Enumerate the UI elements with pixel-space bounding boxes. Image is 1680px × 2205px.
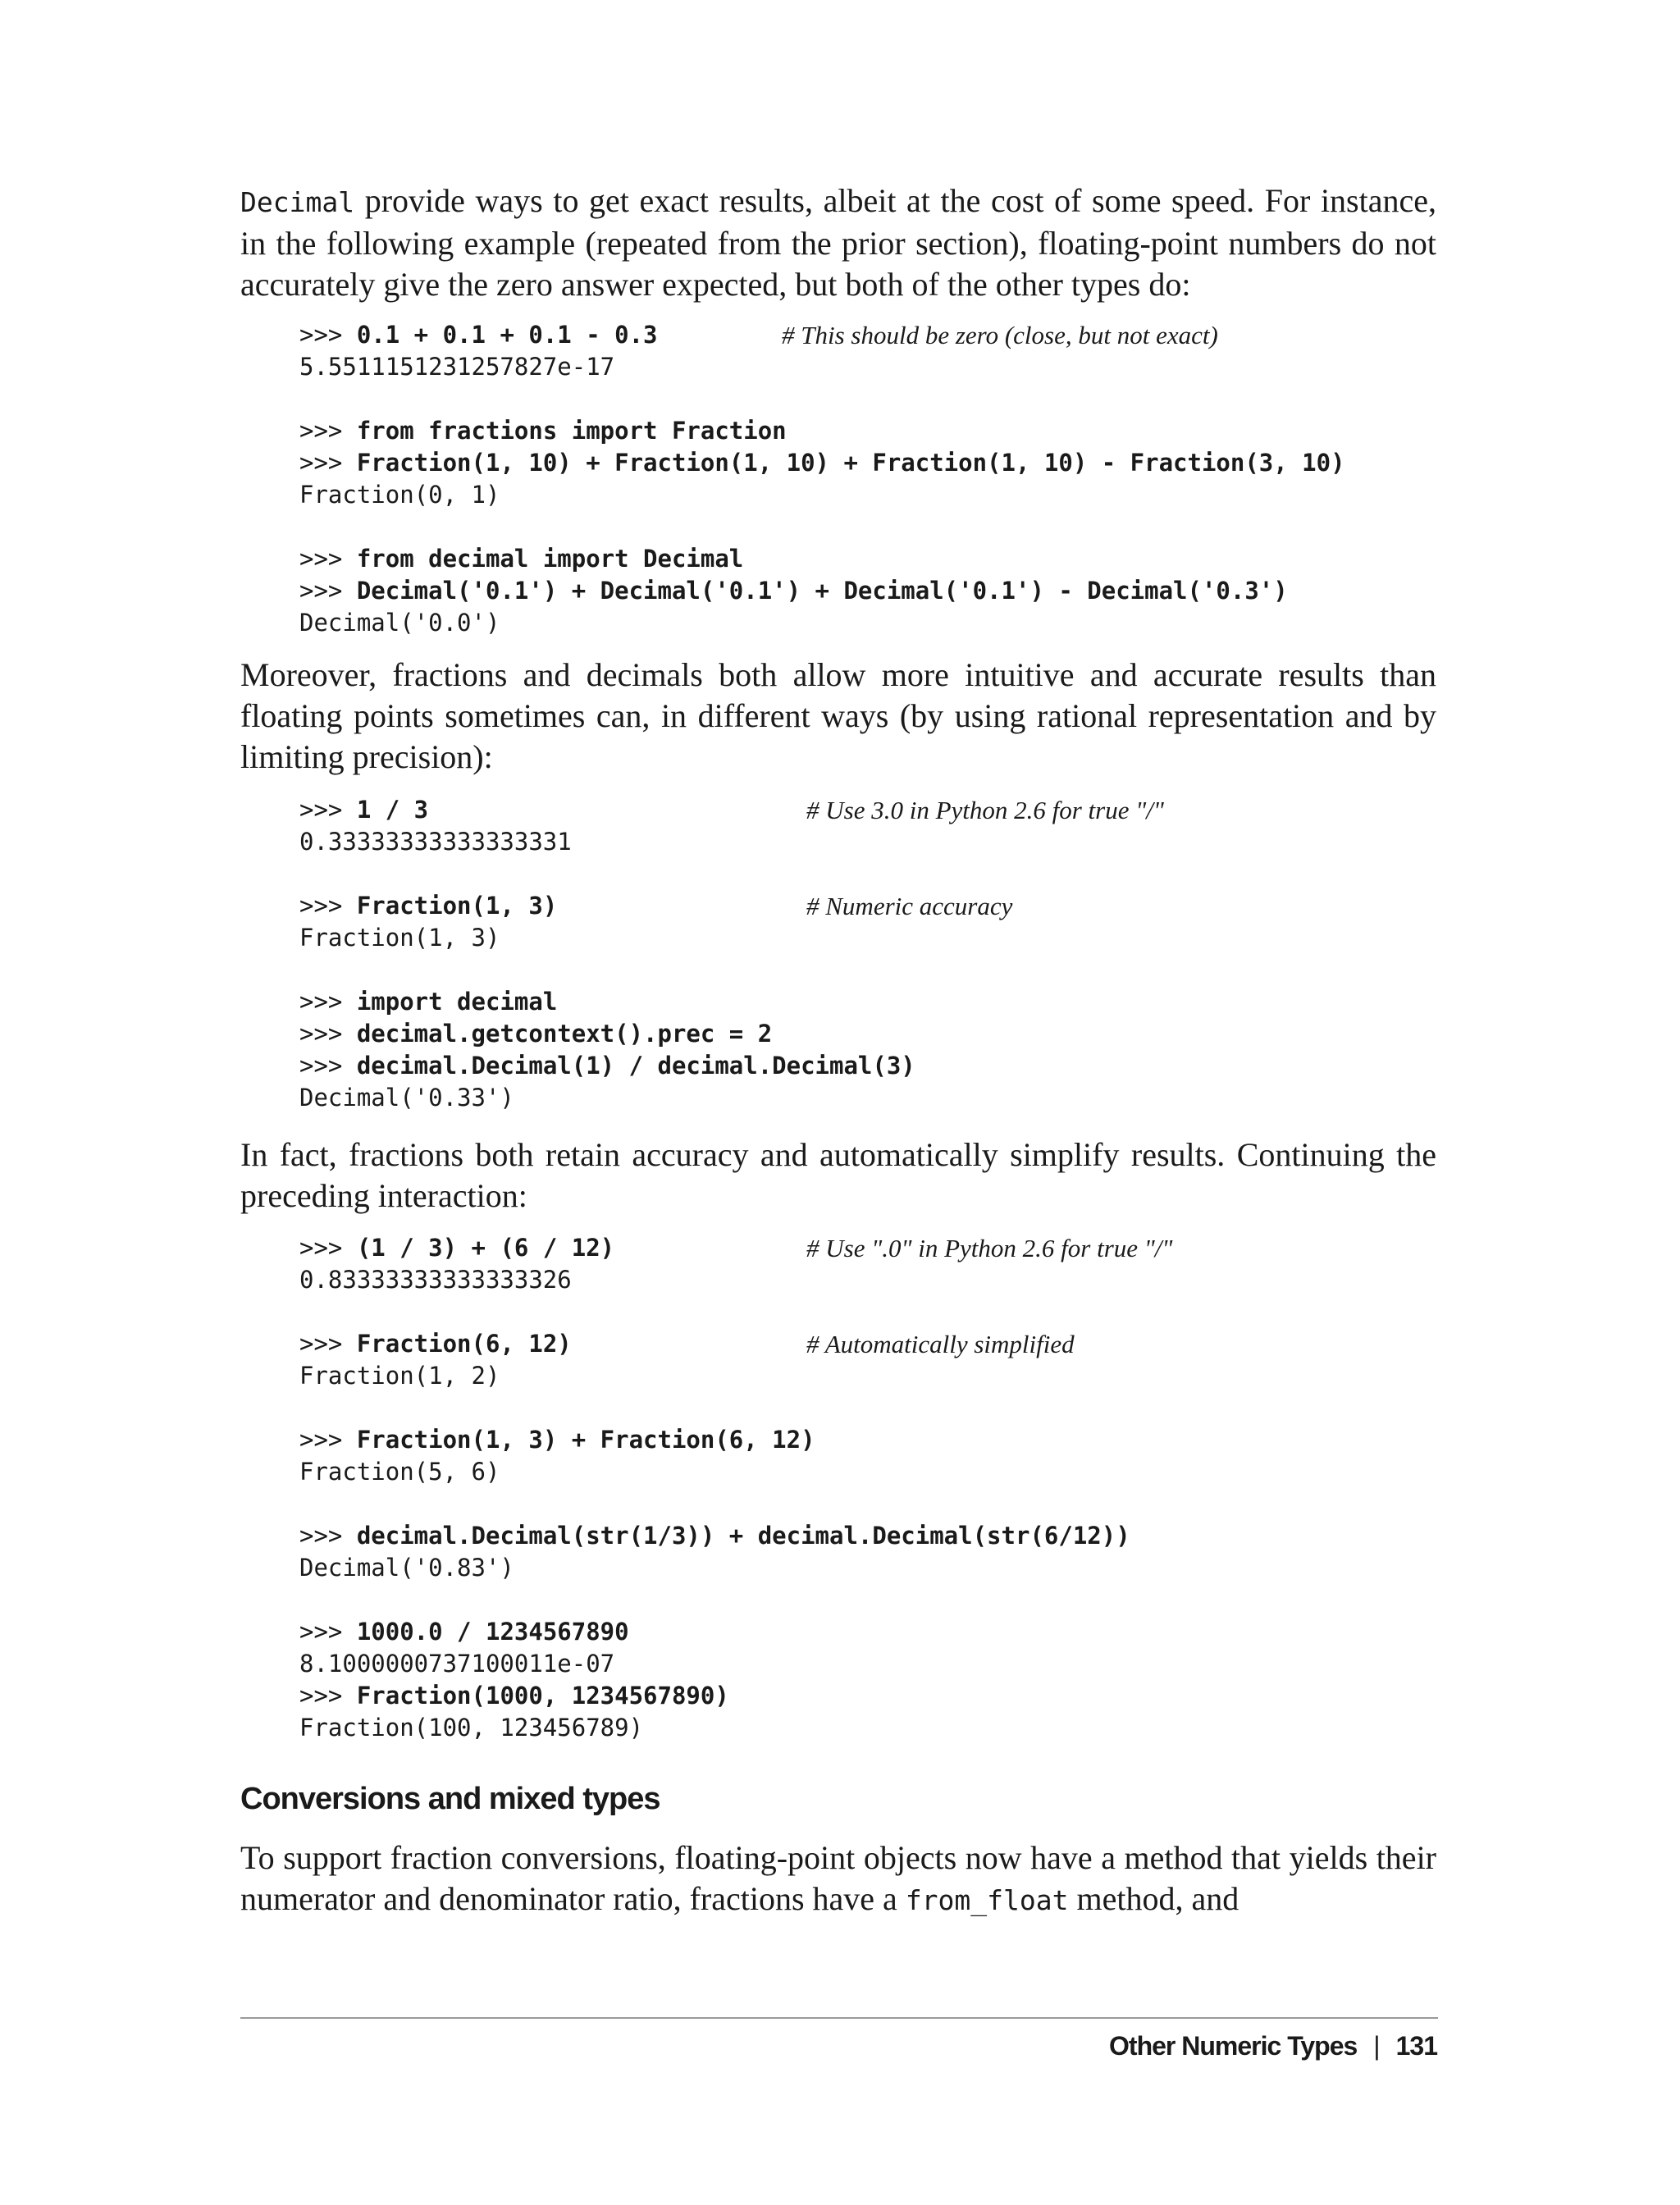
- code-input: Fraction(6, 12): [356, 1330, 572, 1358]
- code-prompt: >>>: [299, 321, 357, 349]
- footer-separator: |: [1373, 2031, 1380, 2061]
- code-input: decimal.Decimal(str(1/3)) + decimal.Decimal(str(6/12)): [356, 1522, 1130, 1550]
- code-input: from decimal import Decimal: [356, 545, 744, 573]
- code-output-line: [299, 1456, 1130, 1488]
- code-output-line: [299, 1360, 1130, 1392]
- code-prompt: >>>: [299, 1052, 357, 1080]
- code-output: 5.5511151231257827e-17: [299, 353, 615, 381]
- page-number: 131: [1395, 2031, 1437, 2061]
- code-input-line: [299, 575, 1345, 607]
- code-prompt: >>>: [299, 1682, 357, 1710]
- code-input-line: [299, 794, 1164, 826]
- code-block-accuracy: [299, 794, 1164, 1114]
- code-input-line: [299, 1520, 1130, 1552]
- code-input-line: [299, 319, 1345, 351]
- code-input-line: [299, 543, 1345, 575]
- code-input-line: [299, 890, 1013, 922]
- code-input-line: [299, 1616, 1130, 1648]
- code-output: 0.83333333333333326: [299, 1266, 572, 1294]
- code-input: Fraction(1, 3): [356, 892, 558, 920]
- code-input-line: [299, 1424, 1130, 1456]
- code-input: Fraction(1, 3) + Fraction(6, 12): [356, 1426, 815, 1454]
- code-output: Fraction(0, 1): [299, 481, 500, 509]
- code-input: 1 / 3: [356, 796, 429, 824]
- inline-code-decimal: Decimal: [240, 186, 355, 218]
- code-prompt: >>>: [299, 1618, 357, 1646]
- code-output: Fraction(1, 2): [299, 1362, 500, 1390]
- code-prompt: >>>: [299, 1234, 357, 1262]
- code-prompt: >>>: [299, 1522, 357, 1550]
- code-output: 0.33333333333333331: [299, 828, 572, 856]
- code-output: Fraction(100, 123456789): [299, 1714, 644, 1742]
- section-heading: Conversions and mixed types: [240, 1782, 660, 1816]
- code-blank-line: [299, 1296, 1130, 1328]
- code-input-line: [299, 1018, 915, 1050]
- code-output-line: [299, 826, 915, 858]
- code-input: Fraction(1000, 1234567890): [356, 1682, 729, 1710]
- code-prompt: >>>: [299, 417, 357, 445]
- paragraph-intro: [240, 180, 1436, 305]
- code-output-line: [299, 1082, 915, 1114]
- code-output-line: [299, 607, 1345, 639]
- code-input-line: [299, 447, 1345, 479]
- paragraph-conversions-text: To support fraction conversions, floating-point objects now have a method that yields their numerator and denominator ratio, fractions have a: [240, 1839, 1436, 1917]
- code-input: decimal.getcontext().prec = 2: [356, 1020, 773, 1048]
- paragraph-in-fact: In fact, fractions both retain accuracy and automatically simplify results. Continuing the preceding interaction:: [240, 1136, 1436, 1214]
- code-prompt: >>>: [299, 1330, 357, 1358]
- code-prompt: >>>: [299, 988, 357, 1016]
- code-input-line: [299, 1232, 1173, 1264]
- inline-code-from-float: from_float: [905, 1884, 1069, 1916]
- code-prompt: >>>: [299, 796, 357, 824]
- code-blank-line: [299, 1584, 1130, 1616]
- code-input: Decimal('0.1') + Decimal('0.1') + Decimal('0.1') - Decimal('0.3'): [356, 577, 1288, 605]
- code-prompt: >>>: [299, 449, 357, 477]
- code-output-line: [299, 922, 915, 954]
- code-output: Fraction(5, 6): [299, 1458, 500, 1486]
- code-comment: # Numeric accuracy: [806, 892, 1013, 920]
- paragraph-conversions-tail: method, and: [1068, 1880, 1239, 1917]
- code-blank-line: [299, 511, 1345, 543]
- code-output-line: [299, 1552, 1130, 1584]
- code-input: Fraction(1, 10) + Fraction(1, 10) + Fraction(1, 10) - Fraction(3, 10): [356, 449, 1345, 477]
- code-input: 1000.0 / 1234567890: [356, 1618, 629, 1646]
- code-prompt: >>>: [299, 545, 357, 573]
- code-input: from fractions import Fraction: [356, 417, 787, 445]
- paragraph-moreover: Moreover, fractions and decimals both allow more intuitive and accurate results than floating points sometimes can, in different ways (by using rational representation and by limiting precision):: [240, 656, 1436, 775]
- code-input: decimal.Decimal(1) / decimal.Decimal(3): [356, 1052, 915, 1080]
- code-comment: # Use 3.0 in Python 2.6 for true "/": [806, 796, 1164, 824]
- code-blank-line: [299, 1488, 1130, 1520]
- code-output: Decimal('0.33'): [299, 1084, 514, 1112]
- code-output-line: [299, 351, 1345, 383]
- code-input: (1 / 3) + (6 / 12): [356, 1234, 615, 1262]
- code-blank-line: [299, 954, 915, 986]
- code-output: Fraction(1, 3): [299, 924, 500, 952]
- code-input-line: [299, 1680, 1130, 1712]
- code-prompt: >>>: [299, 1020, 357, 1048]
- code-output-line: [299, 479, 1345, 511]
- code-output: 8.1000000737100011e-07: [299, 1650, 615, 1678]
- code-input: 0.1 + 0.1 + 0.1 - 0.3: [356, 321, 658, 349]
- code-prompt: >>>: [299, 1426, 357, 1454]
- code-output: Decimal('0.0'): [299, 609, 500, 637]
- code-blank-line: [299, 1392, 1130, 1424]
- footer-rule: [240, 2017, 1438, 2019]
- footer-section-title: Other Numeric Types: [1109, 2031, 1358, 2061]
- code-output-line: [299, 1648, 1130, 1680]
- code-output-line: [299, 1264, 1130, 1296]
- code-input-line: [299, 415, 1345, 447]
- code-prompt: >>>: [299, 577, 357, 605]
- paragraph-conversions: [240, 1838, 1436, 1921]
- code-comment: # Automatically simplified: [806, 1330, 1075, 1358]
- code-input: import decimal: [356, 988, 558, 1016]
- code-comment: # This should be zero (close, but not exact): [782, 321, 1218, 349]
- code-output: Decimal('0.83'): [299, 1554, 514, 1582]
- code-blank-line: [299, 383, 1345, 415]
- code-input-line: [299, 986, 915, 1018]
- code-comment: # Use ".0" in Python 2.6 for true "/": [806, 1234, 1173, 1262]
- code-input-line: [299, 1050, 915, 1082]
- code-output-line: [299, 1712, 1130, 1744]
- page-footer: [1109, 2031, 1437, 2061]
- code-blank-line: [299, 858, 915, 890]
- code-block-simplify: [299, 1232, 1173, 1744]
- code-block-zero-example: [299, 319, 1345, 639]
- code-prompt: >>>: [299, 892, 357, 920]
- code-input-line: [299, 1328, 1130, 1360]
- paragraph-intro-text: provide ways to get exact results, albeit at the cost of some speed. For instance, in the following example (repeated from the prior section), floating-point numbers do not accurately give the zero answer expected, but both of the other types do:: [240, 182, 1436, 303]
